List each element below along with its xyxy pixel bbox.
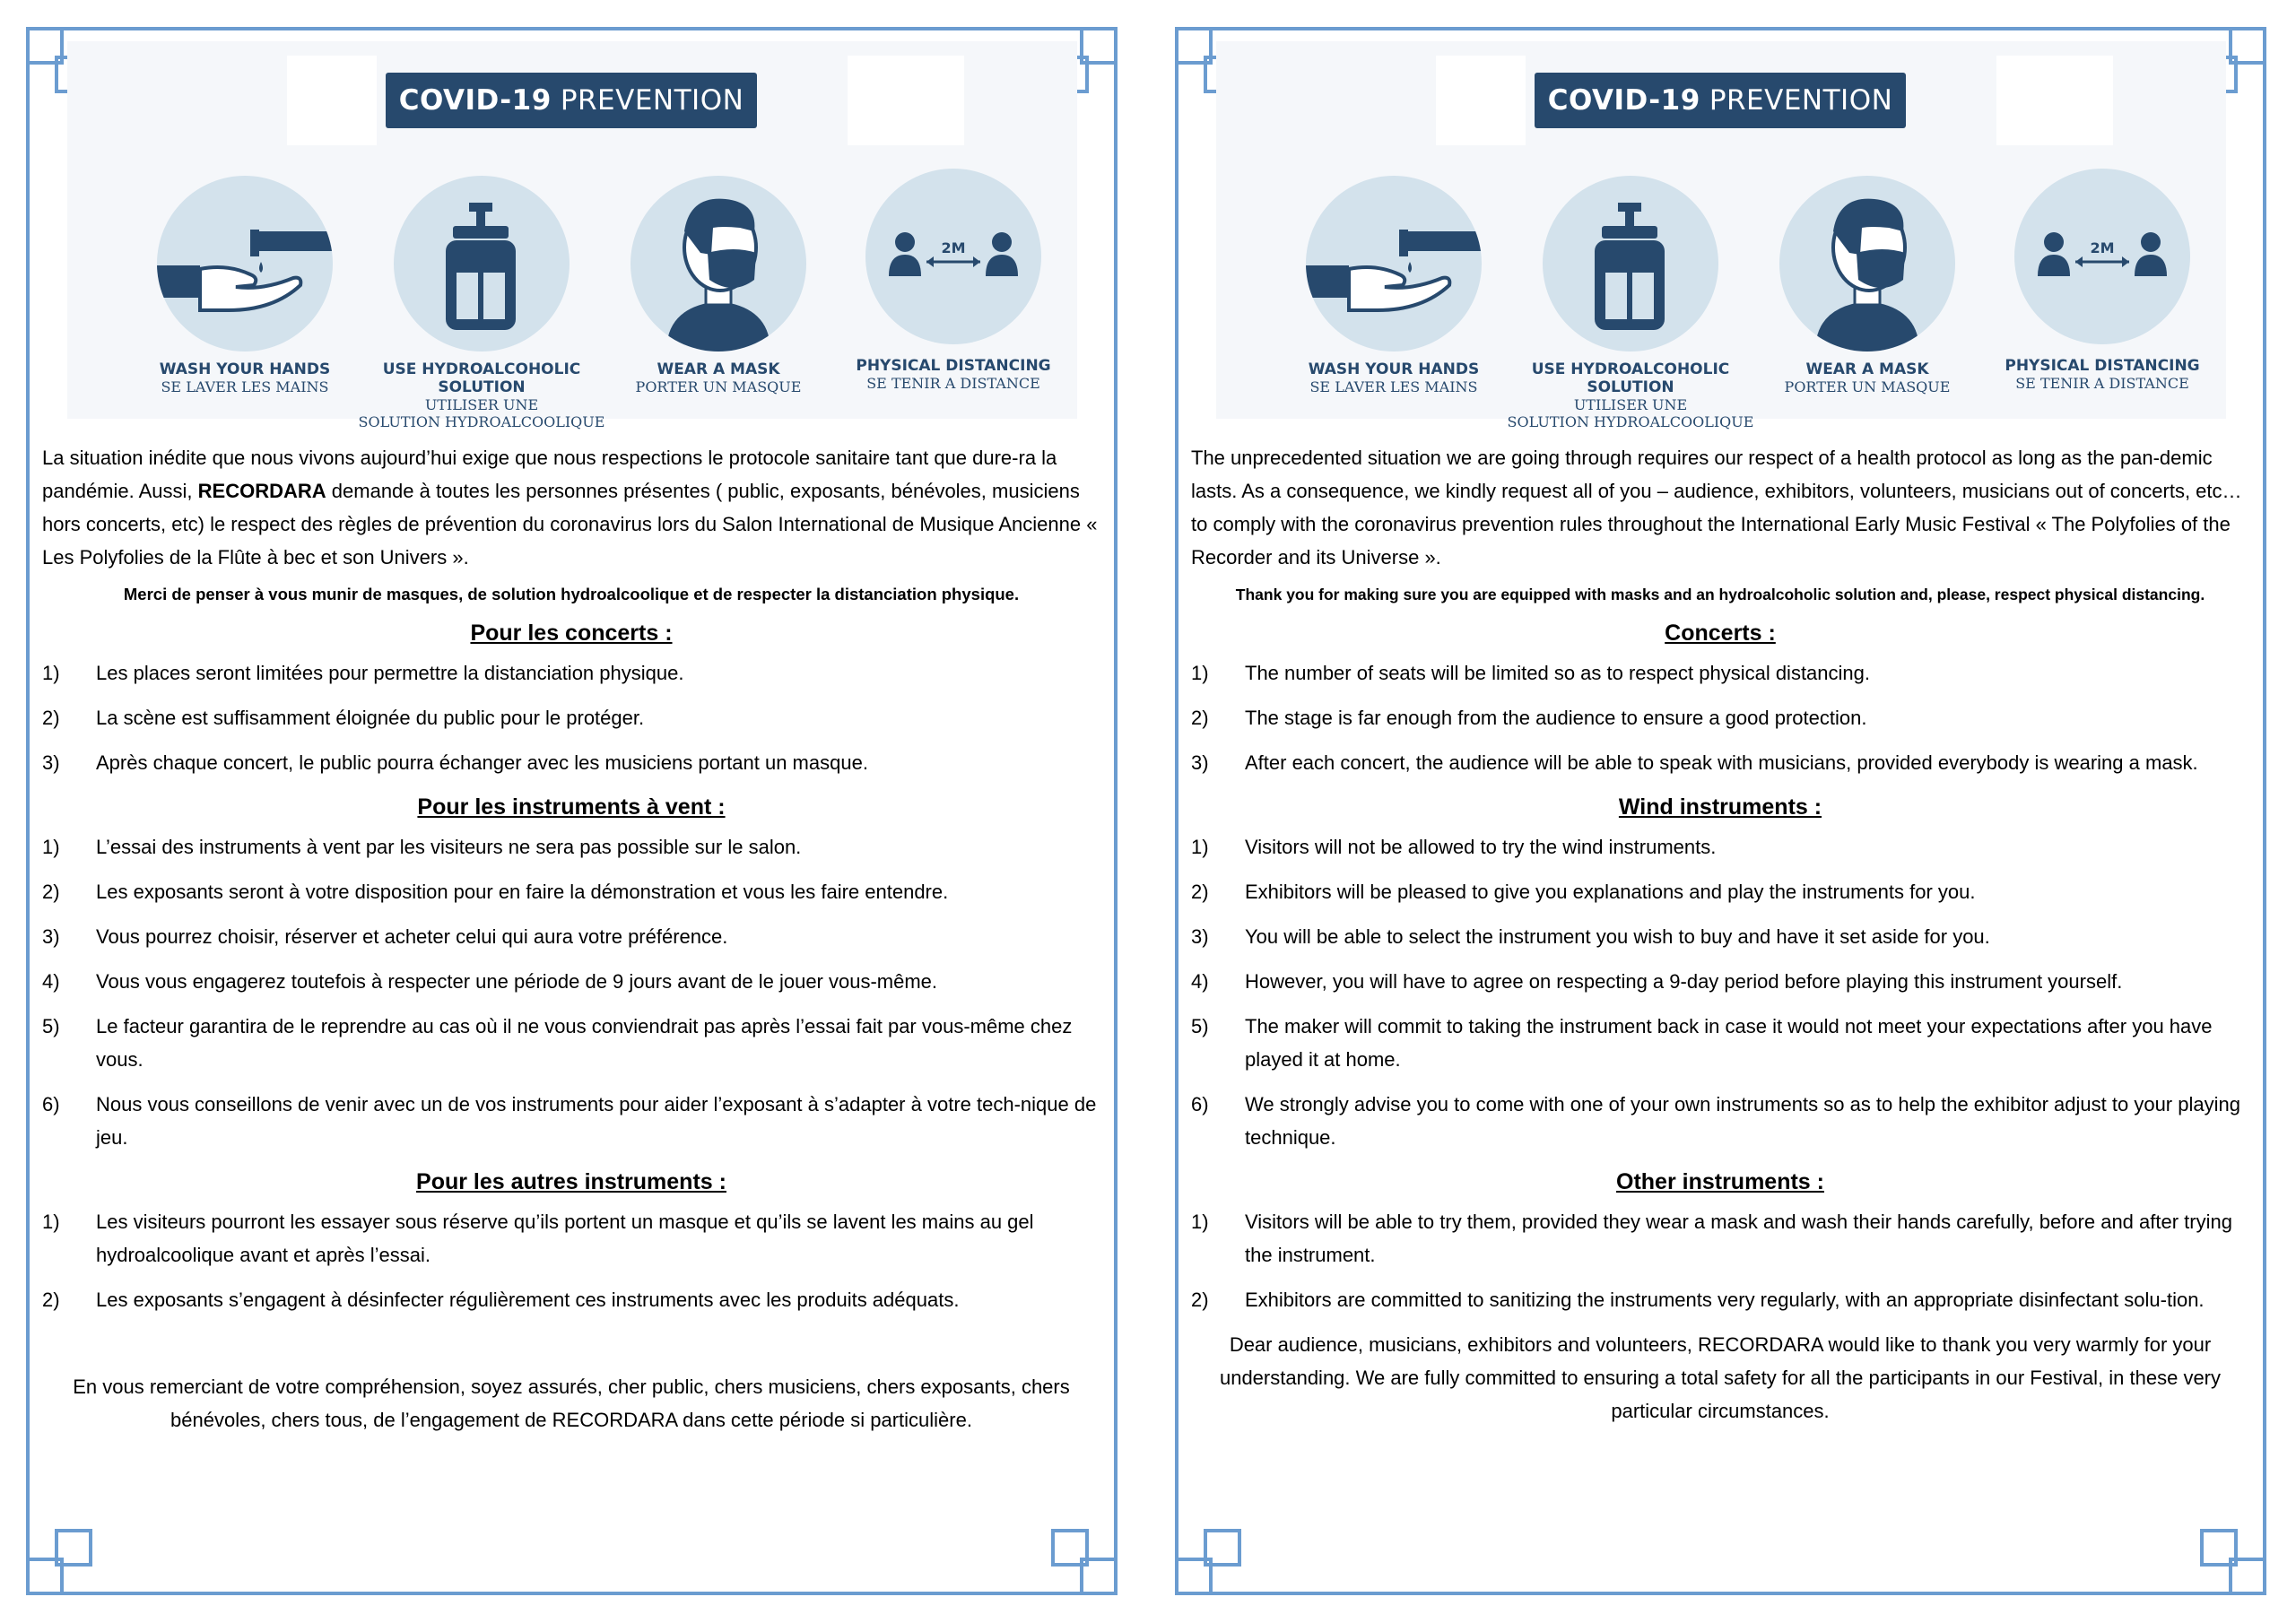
mask-label: WEAR A MASK PORTER UN MASQUE [1784,360,1951,395]
list-item: 5) Le facteur garantira de le reprendre au cas où il ne vous conviendrait pas après l’essai fait par vous-même chez vous. [42,1015,1073,1071]
list-item: 3) Vous pourrez choisir, réserver et acheter celui qui aura votre préférence. [42,925,728,948]
flyer-english [1175,27,2266,1595]
list-item: 1) Visitors will not be allowed to try the wind instruments. [1191,836,1717,858]
distancing-label: PHYSICAL DISTANCING SE TENIR A DISTANCE [856,357,1051,392]
wind-instruments-list [1191,830,2249,1154]
section-title: Pour les concerts : [470,621,673,646]
english-text [1191,441,2249,1428]
list-item: 3) After each concert, the audience will be able to speak with musicians, provided everybody is wearing a mask. [1191,751,2198,774]
sanitizer-label: USE HYDROALCOHOLIC SOLUTION UTILISER UNE SOLUTION HYDROALCOOLIQUE [1507,360,1754,430]
sanitizer-label: USE HYDROALCOHOLIC SOLUTION UTILISER UNE SOLUTION HYDROALCOOLIQUE [358,360,605,430]
list-item: 1) Les visiteurs pourront les essayer sous réserve qu’ils portent un masque et qu’ils se lavent les mains au gel hydroalcoolique avant et après l’essai. [42,1211,1034,1266]
closing-paragraph: Dear audience, musicians, exhibitors and volunteers, RECORDARA would like to thank you very warmly for your understanding. We are fully committed to ensuring a total safety for all the participants in our Festival, in these very particular circumstances. [1219,1333,2222,1422]
list-item: 6) We strongly advise you to come with one of your own instruments so as to help the exhibitor adjust to your playing technique. [1191,1093,2240,1149]
section-title: Concerts : [1665,621,1776,646]
closing-paragraph: En vous remerciant de votre compréhension, soyez assurés, cher public, chers musiciens, chers exposants, chers bénévoles, chers tous, de l’engagement de RECORDARA dans cette période si particulière. [73,1376,1070,1431]
list-item: 2) Exhibitors are committed to sanitizing the instruments very regularly, with an appropriate disinfectant solu-tion. [1191,1289,2205,1311]
prevention-infographic [1216,41,2226,430]
wind-instruments-list [42,830,1100,1154]
distancing-icon [865,169,1041,344]
mask-label: WEAR A MASK PORTER UN MASQUE [635,360,802,395]
wash-hands-label: WASH YOUR HANDS SE LAVER LES MAINS [1308,360,1480,395]
wash-hands-icon [1306,176,1482,352]
list-item: 2) La scène est suffisamment éloignée du public pour le protéger. [42,707,645,729]
other-instruments-list [1191,1205,2249,1316]
concerts-list [1191,656,2249,779]
hand-sanitizer-icon [394,176,570,352]
list-item: 1) L’essai des instruments à vent par les visiteurs ne sera pas possible sur le salon. [42,836,802,858]
other-instruments-list [42,1205,1100,1316]
section-title: Pour les autres instruments : [416,1169,726,1194]
section-title: Pour les instruments à vent : [417,794,726,820]
corner-ornament [1051,1529,1118,1595]
list-item: 1) The number of seats will be limited so as to respect physical distancing. [1191,662,1870,684]
face-mask-icon [631,176,806,352]
distancing-label: PHYSICAL DISTANCING SE TENIR A DISTANCE [2005,357,2200,392]
list-item: 1) Visitors will be able to try them, provided they wear a mask and wash their hands carefully, before and after trying the instrument. [1191,1211,2232,1266]
list-item: 4) Vous vous engagerez toutefois à respecter une période de 9 jours avant de le jouer vous-même. [42,970,938,993]
wash-hands-label: WASH YOUR HANDS SE LAVER LES MAINS [159,360,331,395]
list-item: 3) Après chaque concert, le public pourra échanger avec les musiciens portant un masque. [42,751,868,774]
svg-text:2M: 2M [941,239,966,256]
french-text [42,441,1100,1436]
list-item: 2) Les exposants s’engagent à désinfecter régulièrement ces instruments avec les produits adéquats. [42,1289,960,1311]
list-item: 4) However, you will have to agree on respecting a 9-day period before playing this instrument yourself. [1191,970,2123,993]
infographic-title: COVID-19 PREVENTION [386,73,757,128]
list-item: 2) Exhibitors will be pleased to give you explanations and play the instruments for you. [1191,881,1976,903]
corner-ornament [2200,1529,2266,1595]
section-title: Other instruments : [1616,1169,1824,1194]
distancing-icon [2014,169,2190,344]
list-item: 1) Les places seront limitées pour permettre la distanciation physique. [42,662,684,684]
section-title: Wind instruments : [1618,794,1822,820]
prevention-infographic [67,41,1077,430]
svg-text:2M: 2M [2090,239,2115,256]
wash-hands-icon [157,176,333,352]
intro-paragraph: The unprecedented situation we are going through requires our respect of a health protocol as long as the pan-demic lasts. As a consequence, we kindly request all of you – audience, exhibitors, volunteers, musicians out of concerts, etc… to comply with the coronavirus prevention rules throughout the International Early Music Festival « The Polyfolies of the Recorder and its Universe ». [1191,447,2242,568]
list-item: 5) The maker will commit to taking the instrument back in case it would not meet your expectations after you have played it at home. [1191,1015,2213,1071]
flyer-french [26,27,1118,1595]
corner-ornament [1175,1529,1241,1595]
intro-paragraph: La situation inédite que nous vivons aujourd’hui exige que nous respections le protocole sanitaire tant que dure-ra la pandémie. Aussi, RECORDARA demande à toutes les personnes présentes ( public, exposants, bénévoles, musiciens hors concerts, etc) le respect des règles de prévention du coronavirus lors du Salon International de Musique Ancienne « Les Polyfolies de la Flûte à bec et son Univers ». [42,447,1098,568]
list-item: 2) Les exposants seront à votre disposition pour en faire la démonstration et vous les faire entendre. [42,881,949,903]
corner-ornament [26,1529,92,1595]
hand-sanitizer-icon [1543,176,1718,352]
concerts-list [42,656,1100,779]
equipment-note: Thank you for making sure you are equipped with masks and an hydroalcoholic solution and, please, respect physical distancing. [1235,586,2205,603]
face-mask-icon [1779,176,1955,352]
list-item: 2) The stage is far enough from the audience to ensure a good protection. [1191,707,1867,729]
infographic-title: COVID-19 PREVENTION [1535,73,1906,128]
list-item: 6) Nous vous conseillons de venir avec un de vos instruments pour aider l’exposant à s’adapter à votre tech-nique de jeu. [42,1093,1097,1149]
list-item: 3) You will be able to select the instrument you wish to buy and have it set aside for you. [1191,925,1990,948]
equipment-note: Merci de penser à vous munir de masques, de solution hydroalcoolique et de respecter la distanciation physique. [123,585,1020,603]
